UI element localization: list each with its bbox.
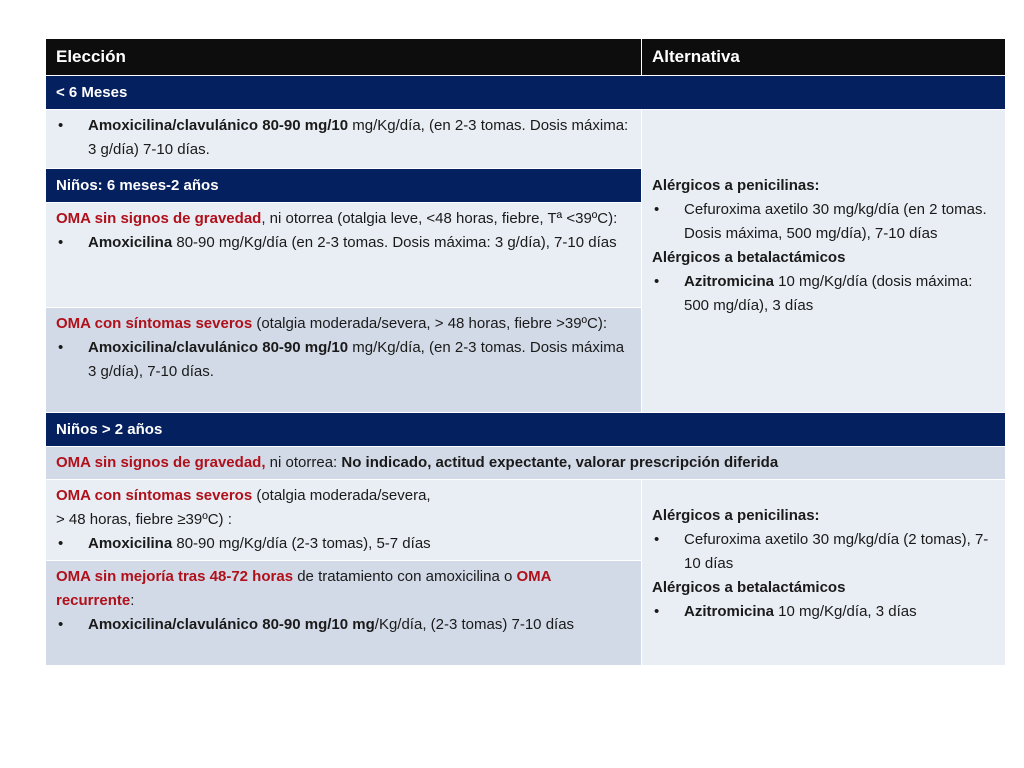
- alternative-cell-young: [642, 110, 1006, 413]
- row-6m-2y-severe: OMA con síntomas severos (otalgia moderada/severa, > 48 horas, fiebre >39ºC): • Amoxicilina/clavulánico 80-90 mg/10 mg/Kg/día, (en 2-3 tomas. Dosis máxima 3 g/día), 7-10 días.: [46, 308, 1006, 413]
- alt-heading-penicillin: Alérgicos a penicilinas:: [652, 177, 820, 194]
- bullet-item: • Azitromicina 10 mg/Kg/día (dosis máxima: 500 mg/día), 3 días: [652, 270, 995, 318]
- alt-heading-betalactam: Alérgicos a betalactámicos: [652, 579, 846, 596]
- row-over-2-severe: OMA con síntomas severos (otalgia moderada/severa, > 48 horas, fiebre ≥39ºC) : • Amoxicilina 80-90 mg/Kg/día (2-3 tomas), 5-7 días Alérgicos a penicilinas: • Cefuroxima axetilo 30 mg/kg/día (2 tomas), 7-10 días Alérgicos a betalactámicos • Azitromicina 10 mg/Kg/día, 3 días: [46, 480, 1006, 561]
- bullet-item: • Amoxicilina/clavulánico 80-90 mg/10 mg/Kg/día, (2-3 tomas) 7-10 días: [56, 613, 631, 637]
- band-label: Niños: 6 meses-2 años: [46, 169, 642, 203]
- band-label: Niños > 2 años: [46, 413, 1006, 447]
- treatment-table: [45, 38, 1006, 666]
- band-label: < 6 Meses: [46, 76, 1006, 110]
- bullet-item: • Cefuroxima axetilo 30 mg/kg/día (en 2 tomas. Dosis máxima, 500 mg/día), 7-10 días: [652, 198, 995, 246]
- band-over-2-years: [46, 413, 1006, 447]
- bullet-item: • Amoxicilina/clavulánico 80-90 mg/10 mg/Kg/día, (en 2-3 tomas. Dosis máxima: 3 g/día) 7-10 días.: [56, 114, 631, 162]
- bullet-icon: •: [58, 535, 64, 552]
- row-over-2-mild: OMA sin signos de gravedad, ni otorrea: No indicado, actitud expectante, valorar prescripción diferida: [46, 447, 1006, 480]
- row-under-6-months: [46, 110, 1006, 169]
- bullet-icon: •: [654, 531, 660, 548]
- bullet-icon: •: [58, 234, 64, 251]
- bullet-item: • Amoxicilina 80-90 mg/Kg/día (2-3 tomas), 5-7 días: [56, 532, 631, 556]
- bullet-icon: •: [58, 616, 64, 633]
- header-alternativa: Alternativa: [642, 39, 1006, 76]
- row-6m-2y-mild: OMA sin signos de gravedad, ni otorrea (otalgia leve, <48 horas, fiebre, Tª <39ºC): • Amoxicilina 80-90 mg/Kg/día (en 2-3 tomas. Dosis máxima: 3 g/día), 7-10 días: [46, 203, 1006, 308]
- row-over-2-no-improvement: OMA sin mejoría tras 48-72 horas de tratamiento con amoxicilina o OMA recurrente: • Amoxicilina/clavulánico 80-90 mg/10 mg/Kg/día, (2-3 tomas) 7-10 días: [46, 561, 1006, 666]
- bullet-item: • Amoxicilina 80-90 mg/Kg/día (en 2-3 tomas. Dosis máxima: 3 g/día), 7-10 días: [56, 231, 631, 255]
- bullet-icon: •: [58, 117, 64, 134]
- alternative-cell-older: [642, 480, 1006, 666]
- alt-heading-betalactam: Alérgicos a betalactámicos: [652, 249, 846, 266]
- bullet-item: • Azitromicina 10 mg/Kg/día, 3 días: [652, 600, 995, 624]
- bullet-item: • Cefuroxima axetilo 30 mg/kg/día (2 tomas), 7-10 días: [652, 528, 995, 576]
- bullet-item: • Amoxicilina/clavulánico 80-90 mg/10 mg/Kg/día, (en 2-3 tomas. Dosis máxima 3 g/día), 7-10 días.: [56, 336, 631, 384]
- table-header: [46, 39, 1006, 76]
- alt-heading-penicillin: Alérgicos a penicilinas:: [652, 507, 820, 524]
- bullet-icon: •: [654, 201, 660, 218]
- bullet-icon: •: [654, 603, 660, 620]
- header-eleccion: Elección: [46, 39, 642, 76]
- bullet-icon: •: [654, 273, 660, 290]
- bullet-icon: •: [58, 339, 64, 356]
- band-under-6-months: [46, 76, 1006, 110]
